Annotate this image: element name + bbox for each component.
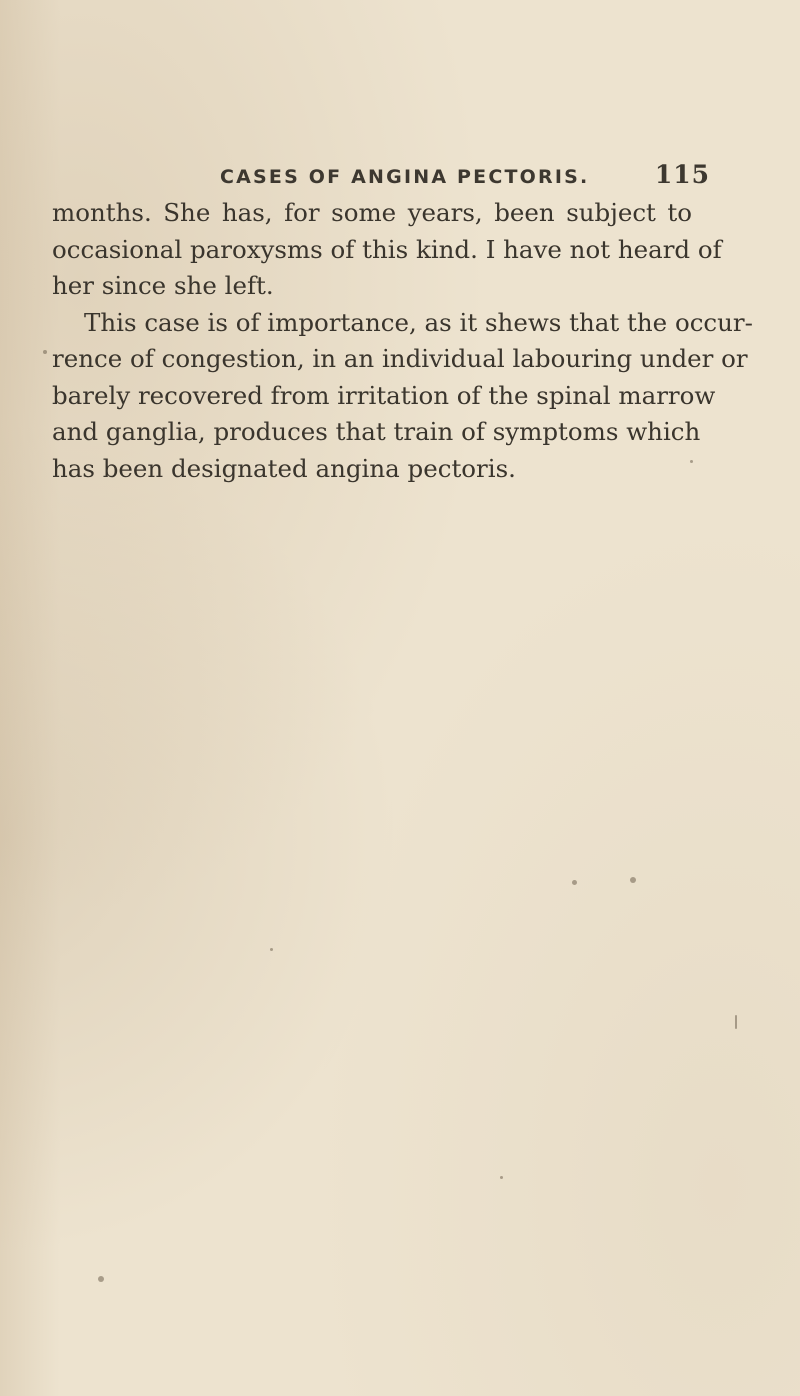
body-text <box>52 195 753 487</box>
text-line: and ganglia, produces that train of symptoms which <box>52 417 701 446</box>
paper-speck <box>630 877 636 883</box>
page-number: 115 <box>654 160 710 189</box>
running-head <box>220 160 710 196</box>
text-line: occasional paroxysms of this kind. I have not heard of <box>52 234 722 264</box>
paper-speck <box>572 880 577 885</box>
text-line: This case is of importance, as it shews that the occur- <box>84 307 753 337</box>
text-line: has been designated angina pectoris. <box>52 453 516 483</box>
text-line: months. She has, for some years, been subject to <box>52 198 692 227</box>
running-title: CASES OF ANGINA PECTORIS. <box>220 166 590 188</box>
paper-speck <box>500 1176 503 1179</box>
paper-speck <box>735 1015 737 1029</box>
paper-speck <box>43 350 47 354</box>
paper-speck <box>690 460 693 463</box>
text-line: her since she left. <box>52 271 274 300</box>
text-line: rence of congestion, in an individual labouring under or <box>52 344 748 373</box>
paper-speck <box>270 948 273 951</box>
paper-speck <box>98 1276 104 1282</box>
text-line: barely recovered from irritation of the spinal marrow <box>52 380 716 410</box>
